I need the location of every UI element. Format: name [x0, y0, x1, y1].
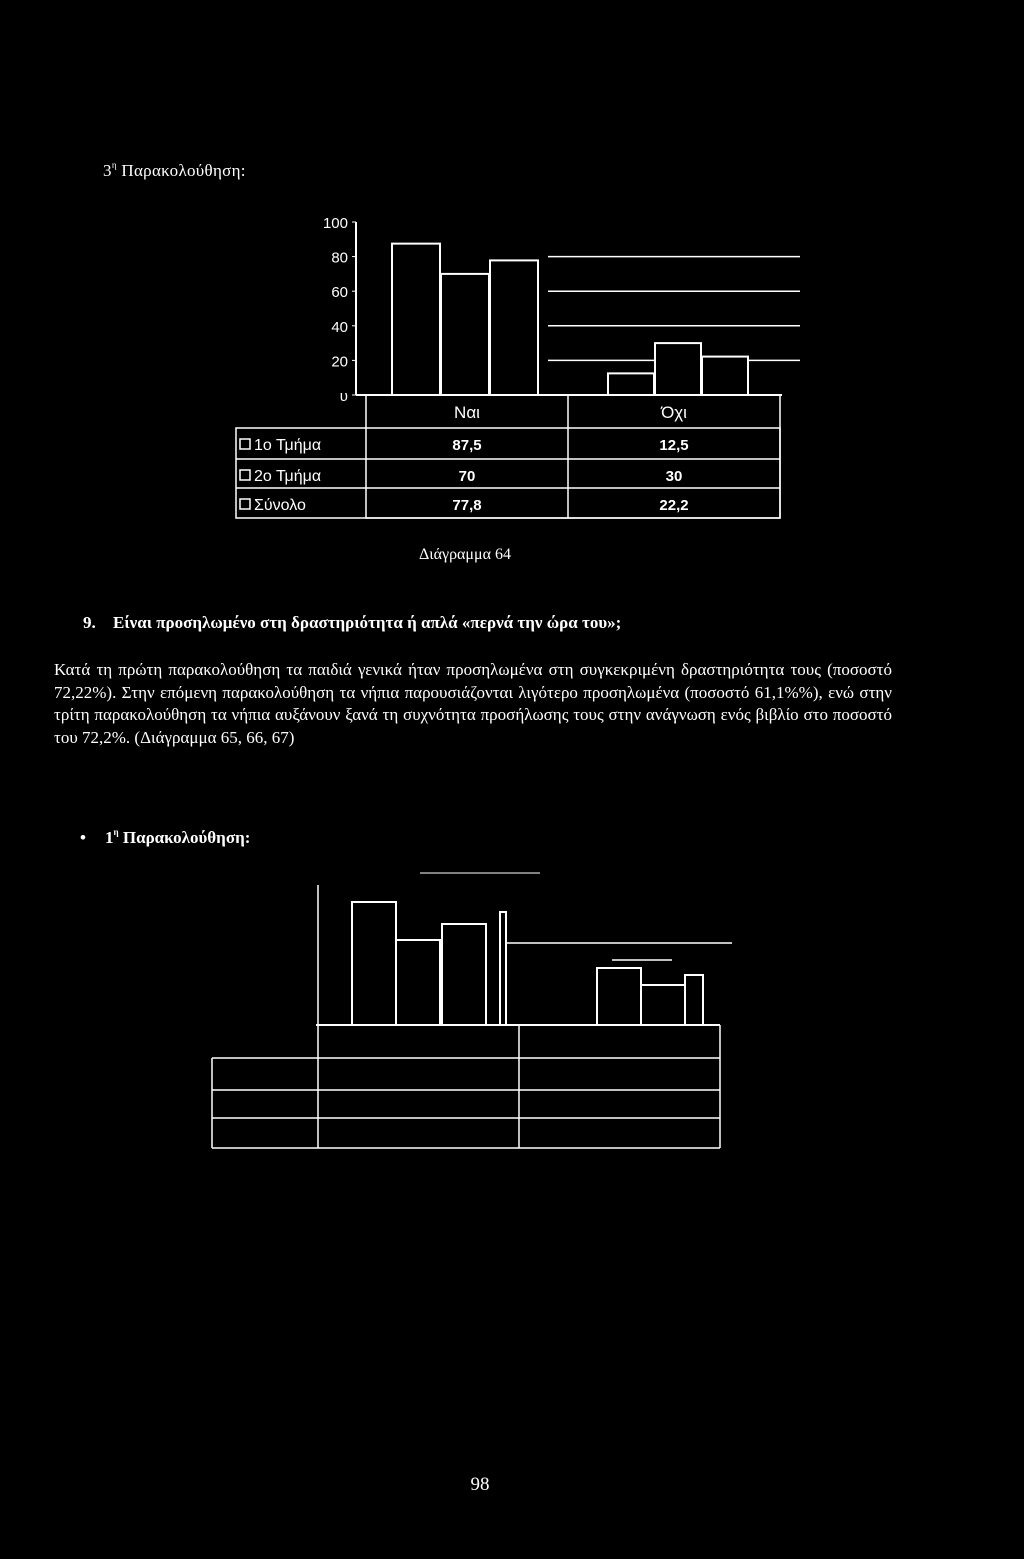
- legend-label: 2ο Τμήμα: [254, 468, 322, 485]
- heading-ordinal: 3: [103, 161, 112, 180]
- y-tick-label: 100: [322, 215, 348, 232]
- legend-label: 1ο Τμήμα: [254, 437, 322, 454]
- chart-outline: [212, 873, 732, 1148]
- outline-bar: [352, 902, 396, 1025]
- heading-superscript: η: [113, 827, 119, 837]
- heading-ordinal: 1: [105, 828, 114, 847]
- data-label: 30: [665, 468, 683, 485]
- data-label: 22,2: [659, 497, 689, 514]
- legend-label: Σύνολο: [254, 497, 306, 514]
- page-number: 98: [470, 1474, 490, 1495]
- heading-text: Παρακολούθηση:: [122, 828, 251, 847]
- data-label: 70: [458, 468, 476, 485]
- question-number: 9.: [83, 613, 96, 632]
- data-label: 12,5: [659, 437, 689, 454]
- outline-bar: [685, 975, 703, 1025]
- data-label: 77,8: [452, 497, 482, 514]
- y-tick-label: υ: [339, 388, 348, 405]
- data-label: 87,5: [452, 437, 482, 454]
- outline-bar: [597, 968, 641, 1025]
- y-tick-label: 60: [331, 284, 348, 302]
- outline-bar: [500, 912, 506, 1025]
- outline-bar: [396, 940, 440, 1025]
- diagram-caption: Διάγραμμα 64: [419, 546, 511, 563]
- y-tick-label: 80: [331, 249, 348, 267]
- y-tick-label: 20: [331, 353, 348, 371]
- category-label: Όχι: [661, 403, 687, 422]
- outline-bar: [442, 924, 486, 1025]
- body-paragraph: Κατά τη πρώτη παρακολούθηση τα παιδιά γενικά ήταν προσηλωμένα στη συγκεκριμένη δραστηριότητα τους (ποσοστό 72,22%). Στην επόμενη παρακολούθηση τα νήπια παρουσιάζονται λιγότερο προσηλωμένα (ποσοστό 61,1%%), ενώ στην τρίτη παρακολούθηση τα νήπια αυξάνουν ξανά τη συχνότητα προσήλωσης τους στην ανάγνωση ενός βιβλίο στο ποσοστό του 72,2%. (Διάγραμμα 65, 66, 67): [54, 660, 892, 747]
- heading-superscript: η: [111, 160, 117, 170]
- question-text: Είναι προσηλωμένο στη δραστηριότητα ή απλά «περνά την ώρα του»;: [113, 613, 622, 632]
- outline-bar: [641, 985, 685, 1025]
- y-tick-label: 40: [331, 318, 348, 336]
- heading-text: Παρακολούθηση:: [121, 161, 246, 180]
- bullet-icon: •: [80, 828, 86, 847]
- category-label: Ναι: [454, 403, 480, 422]
